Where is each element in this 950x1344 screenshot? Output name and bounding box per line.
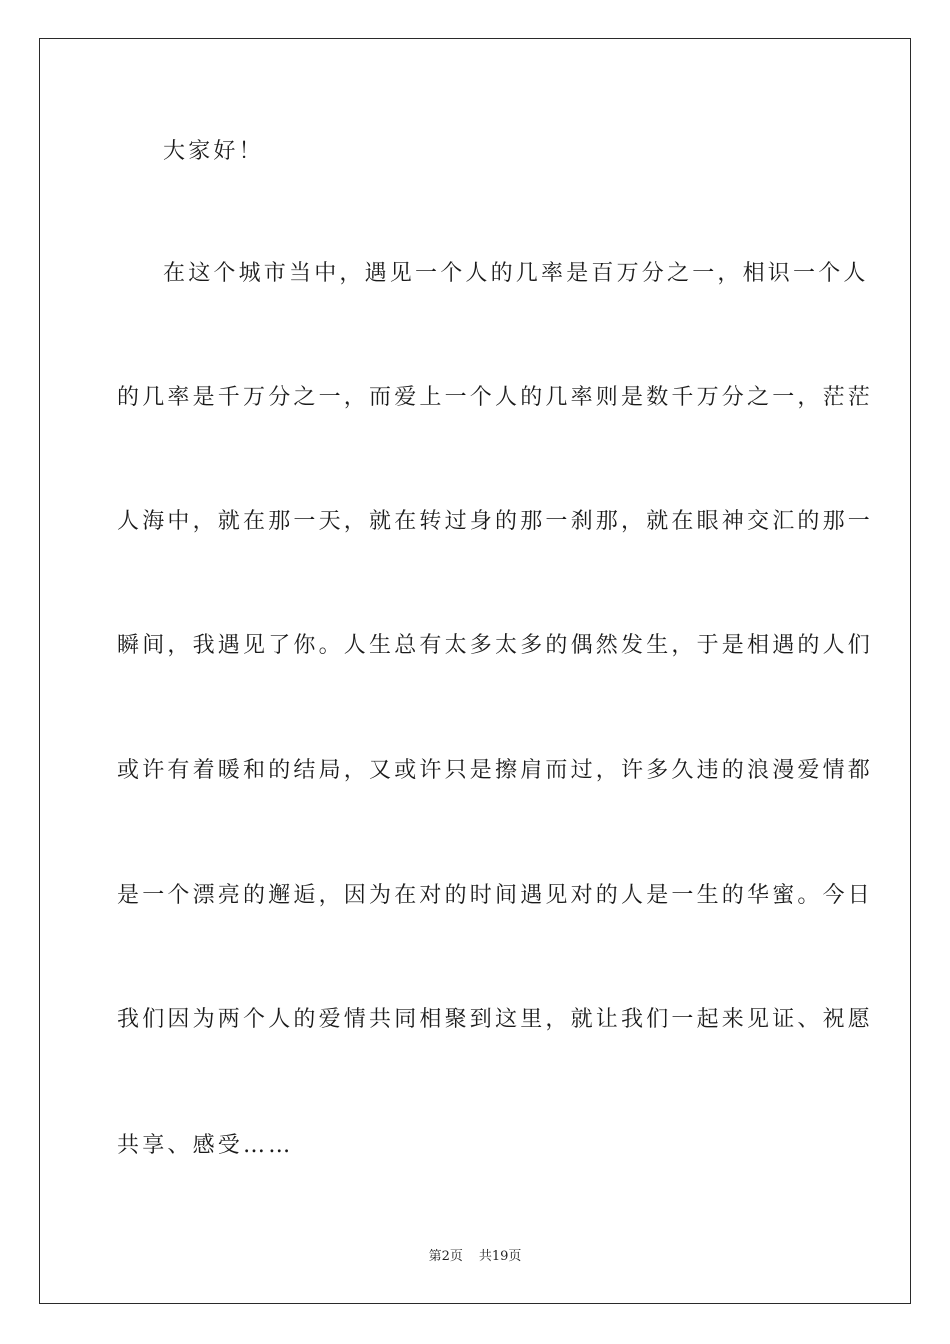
paragraph-line-1: 在这个城市当中，遇见一个人的几率是百万分之一，相识一个人	[163, 261, 869, 286]
paragraph-line-6: 是一个漂亮的邂逅，因为在对的时间遇见对的人是一生的华蜜。今日	[117, 883, 874, 908]
page-total: 共19页	[478, 1249, 522, 1264]
greeting-text: 大家好！	[163, 139, 264, 164]
page-border	[39, 38, 911, 1304]
page-footer	[0, 1248, 950, 1266]
paragraph-line-7: 我们因为两个人的爱情共同相聚到这里，就让我们一起来见证、祝愿	[117, 1007, 874, 1032]
paragraph-line-3: 人海中，就在那一天，就在转过身的那一刹那，就在眼神交汇的那一	[117, 509, 874, 534]
paragraph-line-2: 的几率是千万分之一，而爱上一个人的几率则是数千万分之一，茫茫	[117, 385, 874, 410]
paragraph-line-5: 或许有着暖和的结局，又或许只是擦肩而过，许多久违的浪漫爱情都	[117, 758, 874, 783]
paragraph-line-4: 瞬间，我遇见了你。人生总有太多太多的偶然发生，于是相遇的人们	[117, 633, 874, 658]
page-number: 第2页	[428, 1249, 463, 1264]
paragraph-line-8: 共享、感受……	[117, 1133, 294, 1158]
